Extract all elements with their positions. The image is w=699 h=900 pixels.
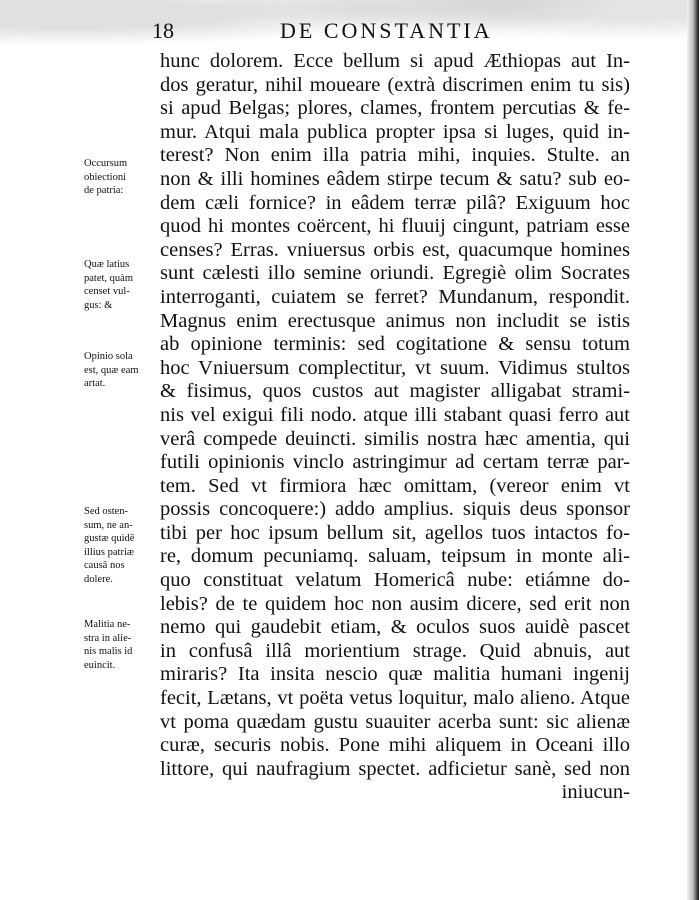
margin-note-occursum — [84, 157, 158, 198]
margin-note-line: gus: & — [84, 299, 113, 311]
margin-note-malitia — [84, 618, 158, 672]
text-line: nemo qui gaudebit etiam, & oculos suos auidè pascet — [160, 616, 630, 639]
text-line: Magnus enim erectusque animus non includit se istis — [160, 309, 630, 332]
text-line: fecit, Lætans, vt poëta vetus loquitur, malo alieno. Atque — [160, 687, 630, 710]
body-text — [160, 50, 630, 805]
margin-note-line: sum, ne an- — [84, 519, 133, 531]
text-line: non & illi homines eâdem stirpe tecum & satu? sub eo- — [160, 167, 630, 190]
text-line: sunt cælesti illo semine oriundi. Egregiè olim Socrates — [160, 262, 630, 285]
margin-note-line: Malitia ne- — [84, 619, 131, 630]
margin-note-opinio — [84, 350, 158, 391]
margin-note-line: gustæ quidē — [84, 533, 135, 544]
text-line: re, domum pecuniamq. saluam, teipsum in monte ali- — [160, 545, 630, 568]
text-line: dos geratur, nihil moueare (extrà discrimen enim tu sis) — [160, 73, 630, 96]
page-number: 18 — [152, 18, 174, 43]
text-line: littore, qui naufragium spectet. adficietur sanè, sed non — [160, 757, 630, 780]
margin-note-line: Sed osten- — [84, 506, 129, 517]
text-line: & fisimus, quos custos aut magister alligabat strami- — [160, 380, 630, 403]
text-line: lebis? de te quidem hoc non ausim dicere, sed erit non — [160, 592, 630, 615]
text-line: hoc Vniuersum complectitur, vt suum. Vidimus stultos — [160, 356, 630, 379]
text-line: verâ compede deuincti. similis nostra hæc amentia, qui — [160, 427, 630, 450]
text-line: dem cæli fornice? in eâdem terræ pilâ? Exiguum hoc — [160, 191, 630, 214]
margin-note-line: stra in alie- — [84, 632, 132, 644]
running-head: DE CONSTANTIA — [280, 18, 493, 43]
text-line: terest? Non enim illa patria mihi, inquies. Stulte. an — [160, 144, 630, 167]
text-line: in confusâ illâ morientium strage. Quid abnuis, aut — [160, 639, 630, 662]
margin-note-line: euincit. — [84, 659, 116, 671]
margin-note-line: patet, quàm — [84, 272, 133, 284]
text-line: mur. Atqui mala publica propter ipsa si luges, quid in- — [160, 120, 630, 143]
page-header — [140, 18, 660, 48]
text-line: miraris? Ita insita nescio quæ malitia humani ingenij — [160, 663, 630, 686]
text-line: quo constituat velatum Homericâ nube: etiámne do- — [160, 569, 630, 592]
text-line: censes? Erras. vniuersus orbis est, quacumque homines — [160, 238, 630, 261]
text-line: interroganti, cuiatem se ferret? Mundanum, respondit. — [160, 285, 630, 308]
margin-note-line: obiectioni — [84, 171, 126, 183]
page-gutter-shadow — [687, 0, 699, 900]
text-line: futili opinionis vinclo astringimur ad certam terræ par- — [160, 451, 630, 474]
margin-note-line: nis malis id — [84, 646, 133, 657]
text-line: quod hi montes coërcent, hi fluuij cingunt, patriam esse — [160, 215, 630, 238]
text-line: tibi per hoc ipsum bellum sit, agellos tuos intactos fo- — [160, 521, 630, 544]
margin-note-line: artat. — [84, 378, 106, 389]
text-line: vt poma quædam gustu suauiter acerba sunt: sic alienæ — [160, 710, 630, 733]
text-line: hunc dolorem. Ecce bellum si apud Æthiopas aut In- — [160, 50, 630, 72]
catchword-line: iniucun- — [561, 781, 630, 804]
margin-note-line: Opinio sola — [84, 351, 133, 362]
text-line: possis concoquere:) addo amplius. siquis deus sponsor — [160, 498, 630, 521]
text-line: curæ, securis nobis. Pone mihi aliquem in Oceani illo — [160, 734, 630, 757]
margin-note-line: dolere. — [84, 573, 113, 585]
text-line: tem. Sed vt firmiora hæc omittam, (vereor enim vt — [160, 474, 630, 497]
text-line: nis vel exigui fili nodo. atque illi stabant quasi ferro aut — [160, 403, 630, 426]
margin-note-line: Occursum — [84, 158, 128, 169]
margin-note-line: de patria: — [84, 185, 124, 196]
margin-note-latius — [84, 258, 158, 312]
text-line: si apud Belgas; plores, clames, frontem percutias & fe- — [160, 97, 630, 120]
margin-note-line: illius patriæ — [84, 546, 134, 558]
margin-note-line: est, quæ eam — [84, 364, 139, 376]
text-line: ab opinione terminis: sed cogitatione & sensu totum — [160, 333, 630, 356]
margin-note-line: Quæ latius — [84, 259, 130, 270]
margin-note-ostensum — [84, 505, 158, 586]
margin-note-line: censet vul- — [84, 286, 130, 297]
margin-note-line: causâ nos — [84, 560, 125, 571]
